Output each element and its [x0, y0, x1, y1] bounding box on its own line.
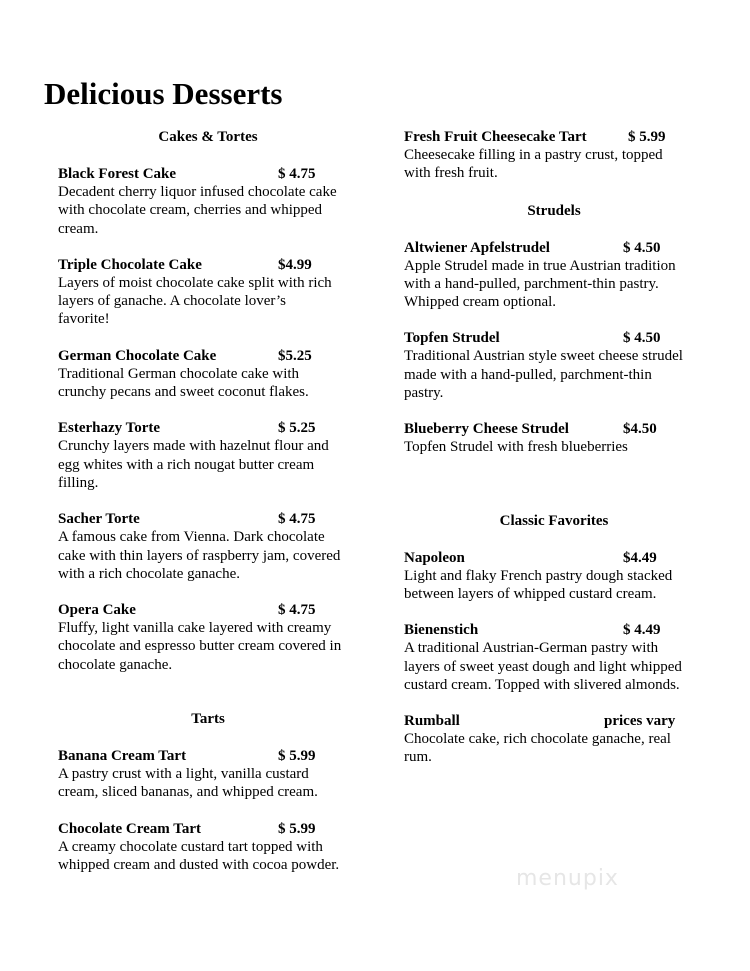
item-price: $ 4.75 — [278, 602, 316, 619]
page-title: Delicious Desserts — [44, 76, 283, 111]
item-price: $4.99 — [278, 256, 312, 273]
item-description-line: A traditional Austrian-German pastry with — [404, 640, 659, 657]
menu-item-bienenstich — [404, 621, 704, 694]
item-price: $ 5.25 — [278, 420, 316, 437]
menu-item-opera-cake — [58, 601, 358, 674]
item-description-line: filling. — [58, 474, 99, 491]
item-description-line: A creamy chocolate custard tart topped with — [58, 838, 323, 855]
item-name: German Chocolate Cake — [58, 347, 217, 364]
item-name: Altwiener Apfelstrudel — [404, 239, 550, 256]
item-description-line: Fluffy, light vanilla cake layered with creamy — [58, 620, 332, 637]
item-description-line: rum. — [404, 749, 432, 766]
item-name: Opera Cake — [58, 602, 136, 619]
item-name: Banana Cream Tart — [58, 748, 187, 765]
classic-favorites-heading: Classic Favorites — [499, 512, 609, 529]
menu-item-fresh-fruit-cheesecake-tart — [404, 128, 704, 183]
menu-item-banana-cream-tart — [58, 747, 358, 802]
item-price: $ 5.99 — [628, 129, 666, 145]
item-description-line: Cheesecake filling in a pastry crust, topped — [404, 147, 663, 163]
item-description-line: Light and flaky French pastry dough stacked — [404, 567, 673, 584]
item-price: $ 4.75 — [278, 166, 316, 182]
item-name: Napoleon — [404, 549, 465, 566]
item-description-line: Whipped cream optional. — [404, 294, 557, 311]
item-price: $ 4.50 — [623, 239, 661, 256]
item-description-line: custard cream. Topped with slivered almonds. — [404, 676, 680, 693]
item-description-line: cream, sliced bananas, and whipped cream. — [58, 784, 318, 801]
menu-item-napoleon — [404, 549, 704, 604]
item-description-line: cream. — [58, 220, 99, 237]
item-name: Chocolate Cream Tart — [58, 820, 202, 837]
watermark: menupix — [516, 866, 619, 891]
item-description-line: with a hand-pulled, parchment-thin pastry. — [404, 275, 659, 292]
right-column — [404, 128, 704, 767]
item-price: $5.25 — [278, 347, 312, 364]
cakes-heading: Cakes & Tortes — [158, 129, 258, 145]
item-name: Black Forest Cake — [58, 166, 177, 182]
item-description-line: Chocolate cake, rich chocolate ganache, real — [404, 731, 671, 748]
item-description-line: layers of ganache. A chocolate lover’s — [58, 293, 286, 310]
item-price: $ 4.50 — [623, 330, 661, 347]
menu-item-topfen-strudel — [404, 329, 704, 402]
menu-item-german-chocolate-cake — [58, 347, 358, 402]
item-price: $ 5.99 — [278, 748, 316, 765]
item-price: prices vary — [604, 713, 676, 730]
strudels-heading: Strudels — [527, 202, 581, 219]
item-name: Blueberry Cheese Strudel — [404, 421, 569, 438]
item-name: Sacher Torte — [58, 511, 140, 528]
item-name: Bienenstich — [404, 622, 479, 639]
item-description-line: Topfen Strudel with fresh blueberries — [404, 439, 628, 456]
item-price: $ 4.75 — [278, 511, 316, 528]
item-description-line: favorite! — [58, 311, 110, 328]
item-description-line: Crunchy layers made with hazelnut flour and — [58, 438, 329, 455]
item-description-line: with chocolate cream, cherries and whipped — [58, 202, 323, 219]
item-description-line: Decadent cherry liquor infused chocolate cake — [58, 184, 337, 200]
item-description-line: Apple Strudel made in true Austrian tradition — [404, 257, 676, 274]
item-description-line: with fresh fruit. — [404, 165, 498, 182]
item-price: $ 5.99 — [278, 820, 316, 837]
item-description-line: Layers of moist chocolate cake split with rich — [58, 274, 332, 291]
item-description-line: chocolate ganache. — [58, 656, 173, 673]
menu-item-esterhazy-torte — [58, 419, 358, 492]
item-price: $ 4.49 — [623, 622, 661, 639]
menu-item-altwiener-apfelstrudel — [404, 239, 704, 312]
item-description-line: Traditional Austrian style sweet cheese strudel — [404, 348, 683, 365]
item-description-line: between layers of whipped custard cream. — [404, 585, 657, 602]
item-description-line: whipped cream and dusted with cocoa powder. — [58, 856, 340, 873]
menu-item-triple-chocolate-cake — [58, 256, 358, 329]
item-description-line: layers of sweet yeast dough and light whipped — [404, 658, 682, 675]
item-name: Triple Chocolate Cake — [58, 256, 202, 273]
item-price: $4.49 — [623, 549, 657, 566]
menu-item-black-forest-cake — [58, 165, 358, 238]
menu-item-rumball — [404, 712, 704, 767]
menu-item-chocolate-cream-tart — [58, 820, 358, 875]
tarts-heading: Tarts — [191, 711, 225, 728]
item-description-line: crunchy pecans and sweet coconut flakes. — [58, 384, 309, 401]
item-description-line: pastry. — [404, 385, 444, 402]
item-description-line: egg whites with a rich nougat butter cream — [58, 456, 315, 473]
menu-item-blueberry-cheese-strudel — [404, 420, 704, 456]
menu-item-sacher-torte — [58, 510, 358, 583]
item-name: Esterhazy Torte — [58, 420, 161, 437]
left-column — [58, 128, 358, 874]
item-description-line: Traditional German chocolate cake with — [58, 365, 300, 382]
item-description-line: made with a hand-pulled, parchment-thin — [404, 366, 652, 383]
item-description-line: cake with thin layers of raspberry jam, covered — [58, 547, 341, 564]
item-description-line: A pastry crust with a light, vanilla custard — [58, 766, 309, 783]
item-price: $4.50 — [623, 421, 657, 438]
item-description-line: with a rich chocolate ganache. — [58, 565, 240, 582]
item-description-line: chocolate and espresso butter cream covered in — [58, 638, 342, 655]
item-name: Topfen Strudel — [404, 330, 500, 347]
item-name: Fresh Fruit Cheesecake Tart — [404, 129, 587, 145]
item-description-line: A famous cake from Vienna. Dark chocolate — [58, 529, 325, 546]
item-name: Rumball — [404, 713, 460, 730]
